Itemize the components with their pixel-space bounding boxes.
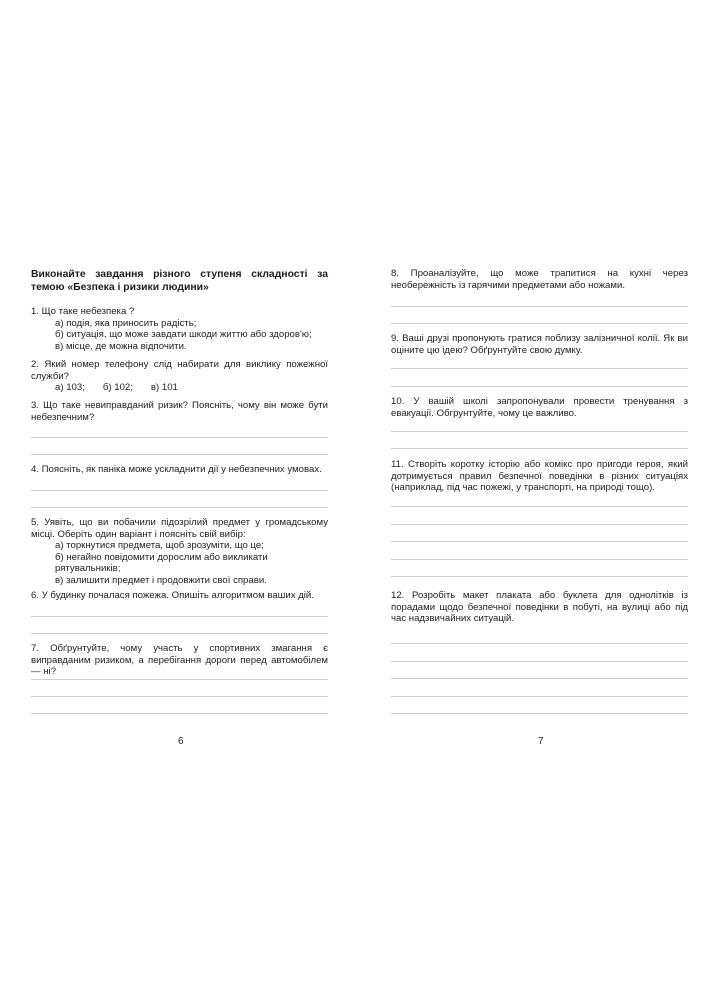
question-2-option-b: б) 102; [102, 382, 133, 393]
answer-line[interactable] [391, 524, 688, 525]
question-1-option-b: б) ситуація, що може завдати шкоди життю або здоров'ю; [55, 329, 312, 340]
answer-line[interactable] [391, 386, 688, 387]
question-10 [391, 396, 688, 419]
question-1-option-a: а) подія, яка приносить радість; [55, 317, 197, 329]
page-number: 7 [538, 736, 544, 747]
question-9-text: 9. Ваші друзі пропонують гратися поблизу залізничної колії. Як ви оціните цю ідею? Обґрунтуйте свою думку. [391, 333, 688, 356]
question-5-option-c: в) залишити предмет і продовжити свої справи. [55, 574, 267, 586]
page-number: 6 [178, 736, 184, 747]
answer-line[interactable] [391, 323, 688, 324]
question-3-text: 3. Що таке невиправданий ризик? Поясніть, чому він може бути небезпечним? [31, 400, 328, 423]
question-5-option-b: б) негайно повідомити дорослим або викликати рятувальників; [55, 551, 268, 574]
question-5-option-a: а) торкнутися предмета, щоб зрозуміти, що це; [55, 540, 264, 551]
question-2-option-c: в) 101 [150, 382, 178, 393]
question-4-text: 4. Поясніть, як паніка може ускладнити дії у небезпечних умовах. [31, 464, 322, 475]
question-7 [31, 643, 328, 678]
question-5-text: 5. Уявіть, що ви побачили підозрілий предмет у громадському місці. Оберіть один варіант і поясніть свій вибір: [31, 517, 328, 540]
question-2-option-a: а) 103; [55, 382, 85, 393]
question-2 [31, 359, 328, 394]
answer-line[interactable] [391, 678, 688, 679]
answer-line[interactable] [31, 696, 328, 697]
question-12 [391, 590, 688, 625]
question-11 [391, 459, 688, 494]
answer-line[interactable] [31, 490, 328, 491]
question-1 [31, 306, 328, 352]
question-6 [31, 590, 328, 602]
answer-line[interactable] [391, 506, 688, 507]
right-page [360, 0, 720, 1000]
question-2-options [55, 382, 328, 394]
left-column [31, 268, 328, 677]
question-4 [31, 464, 328, 476]
answer-line[interactable] [391, 713, 688, 714]
answer-line[interactable] [391, 576, 688, 577]
question-8-text: 8. Проаналізуйте, що може трапитися на кухні через необережність із гарячими предметами або ножами. [391, 268, 688, 291]
answer-line[interactable] [31, 437, 328, 438]
question-8 [391, 268, 688, 291]
answer-line[interactable] [31, 713, 328, 714]
answer-line[interactable] [391, 559, 688, 560]
question-10-text: 10. У вашій школі запропонували провести тренування з евакуації. Обгрунтуйте, чому це важливо. [391, 396, 688, 419]
answer-line[interactable] [391, 431, 688, 432]
answer-line[interactable] [391, 368, 688, 369]
question-11-text: 11. Створіть коротку історію або комікс про пригоди героя, який дотримується правил безпечної поведінки в різних ситуаціях (наприклад, під час пожежі, у транспорті, на природі тощо). [391, 459, 688, 493]
answer-line[interactable] [391, 306, 688, 307]
question-12-text: 12. Розробіть макет плаката або буклета для однолітків із порадами щодо безпечної поведінки в побуті, на вулиці або під час надзвичайних ситуацій. [391, 590, 688, 624]
question-9 [391, 333, 688, 356]
answer-line[interactable] [31, 616, 328, 617]
answer-line[interactable] [31, 454, 328, 455]
question-7-text: 7. Обґрунтуйте, чому участь у спортивних змагання є виправданим ризиком, а перебігання дороги перед автомобілем — ні? [31, 643, 328, 677]
question-2-text: 2. Який номер телефону слід набирати для виклику пожежної служби? [31, 359, 328, 382]
answer-line[interactable] [391, 448, 688, 449]
answer-line[interactable] [31, 507, 328, 508]
question-1-text: 1. Що таке небезпека ? [31, 306, 135, 317]
worksheet-heading: Виконайте завдання різного ступеня складності за темою «Безпека і ризики людини» [31, 269, 328, 293]
question-1-option-c: в) місце, де можна відпочити. [55, 340, 187, 352]
question-6-text: 6. У будинку почалася пожежа. Опишіть алгоритмом ваших дій. [31, 590, 314, 601]
answer-line[interactable] [391, 643, 688, 644]
answer-line[interactable] [31, 633, 328, 634]
answer-line[interactable] [391, 541, 688, 542]
answer-line[interactable] [391, 696, 688, 697]
question-3 [31, 400, 328, 423]
answer-line[interactable] [31, 679, 328, 680]
question-5 [31, 517, 328, 586]
answer-line[interactable] [391, 661, 688, 662]
